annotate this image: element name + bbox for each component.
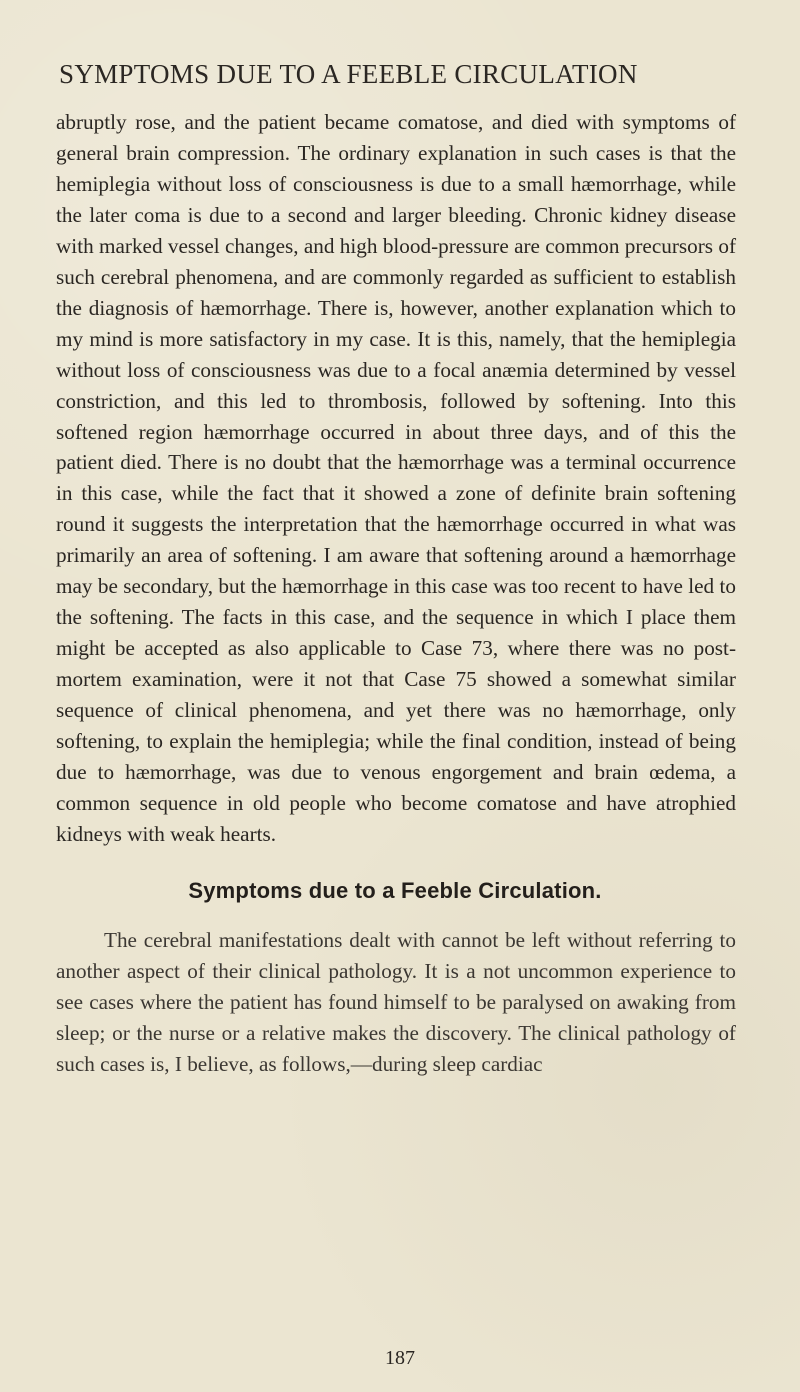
paragraph-1: abruptly rose, and the patient became comatose, and died with symptoms of general brain compression. The ordinary explanation in such cases is that the hemiplegia without loss of consciousness is due to a small hæmorrhage, while the later coma is due to a second and larger bleeding. Chronic kidney disease with marked vessel changes, and high blood-pressure are common precursors of such cerebral phenomena, and are commonly regarded as sufficient to establish the diagnosis of hæmorrhage. There is, however, another explanation which to my mind is more satisfactory in my case. It is this, namely, that the hemiplegia without loss of consciousness was due to a focal anæmia determined by vessel constriction, and this led to thrombosis, followed by softening. Into this softened region hæmorrhage occurred in about three days, and of this the patient died. There is no doubt that the hæmorrhage was a terminal occurrence in this case, while the fact that it showed a zone of definite brain softening round it suggests the interpretation that the hæmorrhage occurred in what was primarily an area of softening. I am aware that softening around a hæmorrhage may be secondary, but the hæmorrhage in this case was too recent to have led to the softening. The facts in this case, and the sequence in which I place them might be accepted as also applicable to Case 73, where there was no post-mortem examination, were it not that Case 75 showed a somewhat similar sequence of clinical phenomena, and yet there was no hæmorrhage, only softening, to explain the hemiplegia; while the final condition, instead of being due to hæmorrhage, was due to venous engorgement and brain œdema, a common sequence in old people who become comatose and have atrophied kidneys with weak hearts. bbox=[56, 110, 736, 846]
paragraph-2: The cerebral manifestations dealt with cannot be left without referring to another aspect of their clinical pathology. It is a not uncommon experience to see cases where the patient has found himself to be paralysed on awaking from sleep; or the nurse or a relative makes the discovery. The clinical pathology of such cases is, I believe, as follows,—during sleep cardiac bbox=[56, 927, 736, 1076]
section-heading: Symptoms due to a Feeble Circulation. bbox=[188, 877, 602, 903]
page-number: 187 bbox=[385, 1347, 415, 1369]
running-head: SYMPTOMS DUE TO A FEEBLE CIRCULATION bbox=[59, 59, 638, 89]
